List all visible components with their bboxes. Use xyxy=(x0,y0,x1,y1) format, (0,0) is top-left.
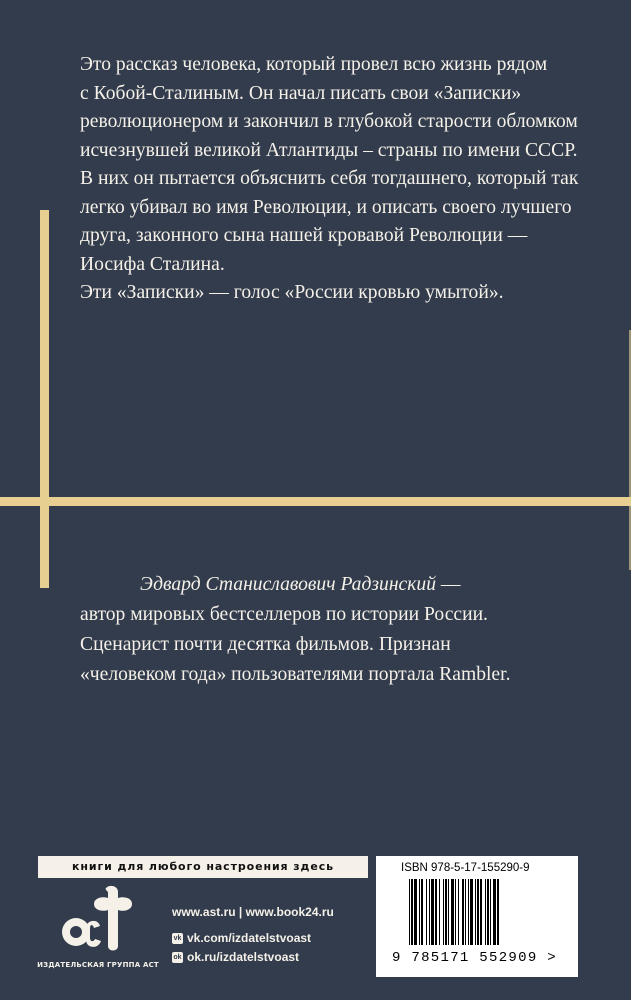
barcode-bar xyxy=(477,879,479,945)
barcode-bar xyxy=(485,879,486,945)
author-bio-line: автор мировых бестселлеров по истории России. xyxy=(80,604,488,625)
author-bio-line: Сценарист почти десятка фильмов. Признан xyxy=(80,634,451,655)
barcode-bar xyxy=(470,879,473,945)
isbn-barcode-box xyxy=(376,856,578,977)
barcode-bars xyxy=(409,879,559,945)
barcode-bar xyxy=(439,879,440,945)
barcode-bar xyxy=(480,879,482,945)
publisher-tagline: книги для любого настроения здесь xyxy=(38,856,368,878)
ok-link[interactable] xyxy=(172,950,334,964)
vertical-accent-line xyxy=(40,210,49,588)
horizontal-accent-line xyxy=(0,497,631,506)
blurb-line: В них он пытается объяснить себя тогдашнего, который так xyxy=(80,168,579,189)
barcode-bar xyxy=(493,879,496,945)
vk-link[interactable] xyxy=(172,931,334,945)
website-links[interactable]: www.ast.ru | www.book24.ru xyxy=(172,905,334,919)
publisher-logo-caption: ИЗДАТЕЛЬСКАЯ ГРУППА АСТ xyxy=(37,961,159,969)
barcode-bar xyxy=(468,879,469,945)
ast-logo-icon xyxy=(56,884,140,958)
book-blurb xyxy=(80,51,600,308)
barcode-bar xyxy=(448,879,449,945)
author-name-dash: — xyxy=(436,574,461,595)
vk-link-text[interactable]: vk.com/izdatelstvoast xyxy=(187,931,312,945)
barcode-bar xyxy=(487,879,489,945)
vk-icon: vk xyxy=(173,934,182,942)
barcode-bar xyxy=(435,879,437,945)
barcode-bar xyxy=(458,879,459,945)
barcode-bar xyxy=(465,879,466,945)
blurb-line: революционером и закончил в глубокой старости обломком xyxy=(80,111,578,132)
barcode-bar xyxy=(497,879,499,945)
blurb-line: легко убивал во имя Революции, и описать своего лучшего xyxy=(80,196,572,218)
author-name: Эдвард Станиславович Радзинский xyxy=(140,574,437,595)
barcode-bar xyxy=(409,879,410,945)
odnoklassniki-icon: ok xyxy=(173,953,182,961)
barcode-bar xyxy=(443,879,444,945)
barcode-bar xyxy=(455,879,456,945)
author-bio xyxy=(80,570,600,690)
author-name-line xyxy=(80,570,600,600)
barcode-bar xyxy=(414,879,417,945)
barcode-bar xyxy=(429,879,430,945)
barcode-bar xyxy=(421,879,423,945)
barcode-bar xyxy=(490,879,491,945)
barcode-bar xyxy=(411,879,413,945)
barcode-bar xyxy=(426,879,427,945)
barcode-bar xyxy=(431,879,434,945)
blurb-line: Эти «Записки» — голос «России кровью умытой». xyxy=(80,282,504,303)
isbn-number: ISBN 978-5-17-155290-9 xyxy=(401,862,530,874)
barcode-bar xyxy=(462,879,464,945)
barcode-bar xyxy=(475,879,476,945)
barcode-digits: 9 785171 552909 > xyxy=(392,950,557,966)
ok-link-text[interactable]: ok.ru/izdatelstvoast xyxy=(187,950,300,964)
blurb-line: друга, законного сына нашей кровавой Революции — xyxy=(80,225,528,246)
barcode-bar xyxy=(445,879,447,945)
blurb-line: с Кобой-Сталиным. Он начал писать свои «Записки» xyxy=(80,82,522,104)
blurb-line: Это рассказ человека, который провел всю жизнь рядом xyxy=(80,54,548,75)
blurb-line: Иосифа Сталина. xyxy=(80,253,225,275)
publisher-links xyxy=(172,905,334,969)
author-bio-line: «человеком года» пользователями портала Rambler. xyxy=(80,664,511,685)
barcode-bar xyxy=(419,879,420,945)
blurb-line: исчезнувшей великой Атлантиды – страны по имени СССР. xyxy=(80,139,578,161)
barcode-bar xyxy=(451,879,454,945)
publisher-logo xyxy=(36,884,160,974)
